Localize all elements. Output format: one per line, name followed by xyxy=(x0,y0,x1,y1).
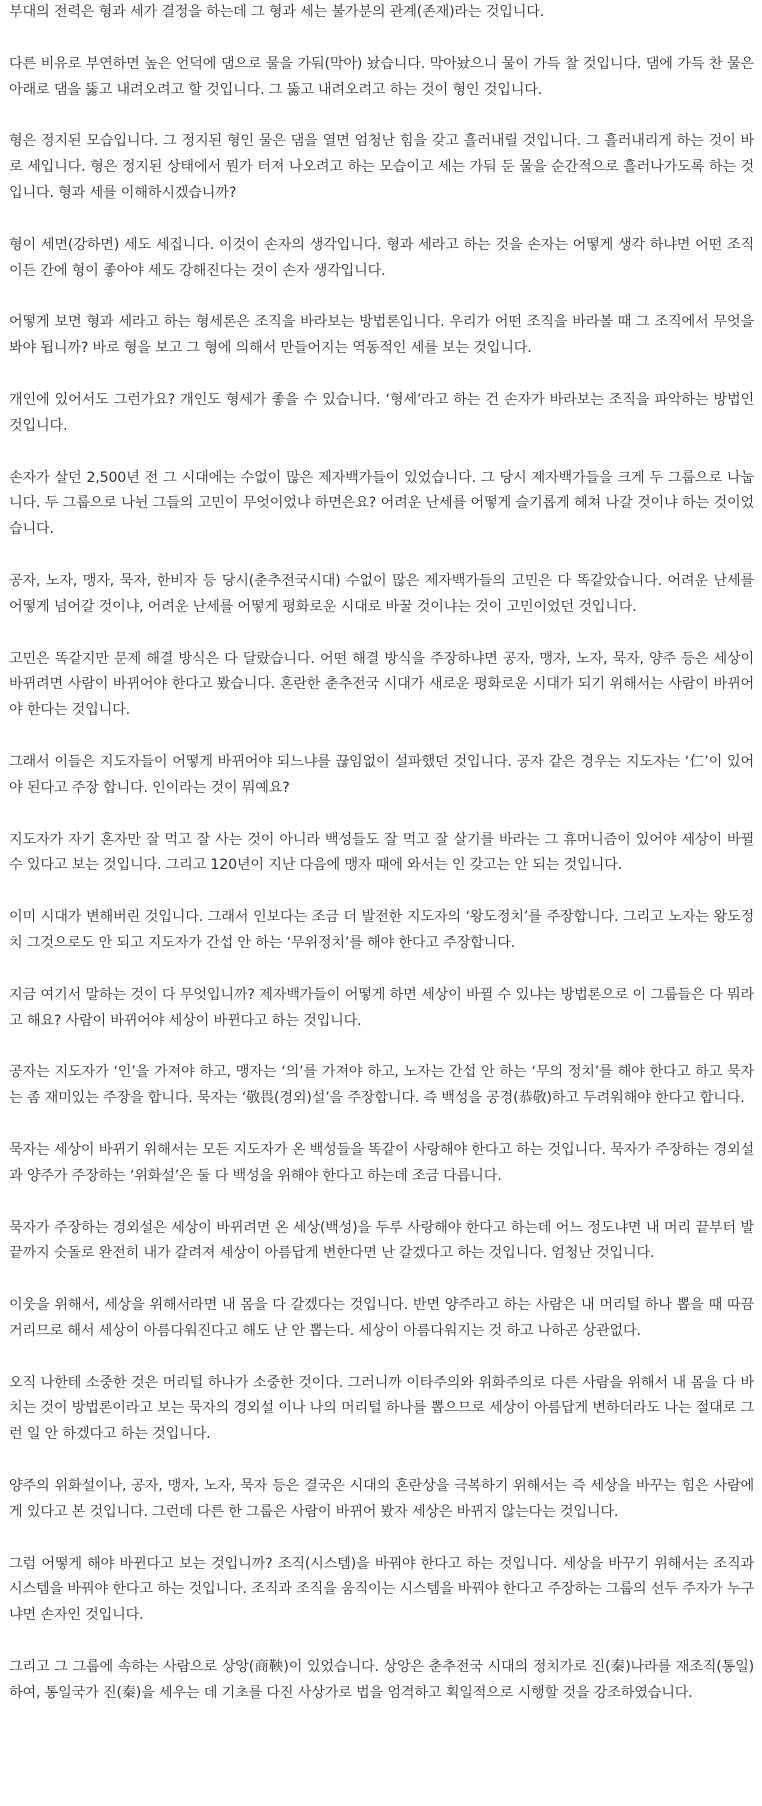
paragraph: 공자, 노자, 맹자, 묵자, 한비자 등 당시(춘추전국시대) 수없이 많은 제자백가들의 고민은 다 똑같았습니다. 어려운 난세를 어떻게 넘어갈 것이냐, 어려운 난세를 어떻게 평화로운 시대로 바꿀 것이냐는 것이 고민이었던 것입니다. xyxy=(9,572,754,615)
paragraph: 그럼 어떻게 해야 바뀐다고 보는 것입니까? 조직(시스템)을 바꿔야 한다고 하는 것입니다. 세상을 바꾸기 위해서는 조직과 시스템을 바꿔야 한다고 하는 것입니다. 조직과 조직을 움직이는 시스템을 바꿔야 한다고 주장하는 그룹의 선두 주자가 누구냐면 손자인 것입니다. xyxy=(9,1555,754,1624)
paragraph: 이미 시대가 변해버린 것입니다. 그래서 인보다는 조금 더 발전한 지도자의 ‘왕도정치’를 주장합니다. 그리고 노자는 왕도정치 그것으로도 안 되고 지도자가 간섭 안 하는 ‘무위정치’를 해야 한다고 주장합니다. xyxy=(9,909,754,951)
paragraph: 지금 여기서 말하는 것이 다 무엇입니까? 제자백가들이 어떻게 하면 세상이 바뀔 수 있냐는 방법론으로 이 그룹들은 다 뭐라고 해요? 사람이 바뀌어야 세상이 바뀐다고 하는 것입니다. xyxy=(9,986,754,1029)
paragraph: 그래서 이들은 지도자들이 어떻게 바뀌어야 되느냐를 끊임없이 설파했던 것입니다. 공자 같은 경우는 지도자는 ‘仁’이 있어야 된다고 주장 합니다. 인이라는 것이 뭐예요? xyxy=(9,753,754,796)
paragraph: 묵자는 세상이 바뀌기 위해서는 모든 지도자가 온 백성들을 똑같이 사랑해야 한다고 하는 것입니다. 묵자가 주장하는 경외설과 양주가 주장하는 ‘위화설’은 둘 다 백성을 위해야 한다고 하는데 조금 다릅니다. xyxy=(9,1141,754,1184)
paragraph: 형이 세면(강하면) 세도 세집니다. 이것이 손자의 생각입니다. 형과 세라고 하는 것을 손자는 어떻게 생각 하냐면 어떤 조직이든 간에 형이 좋아야 세도 강해진다는 것이 손자 생각입니다. xyxy=(9,236,754,279)
paragraph: 형은 정지된 모습입니다. 그 정지된 형인 물은 댐을 열면 엄청난 힘을 갖고 흘러내릴 것입니다. 그 흘러내리게 하는 것이 바로 세입니다. 형은 정지된 상태에서 뭔가 터져 나오려고 하는 모습이고 세는 가둬 둔 물을 순간적으로 흘러나가도록 하는 것입니다. 형과 세를 이해하시겠습니까? xyxy=(9,133,754,201)
paragraph: 공자는 지도자가 ‘인’을 가져야 하고, 맹자는 ‘의’를 가져야 하고, 노자는 간섭 안 하는 ‘무의 정치’를 해야 한다고 하고 묵자는 좀 재미있는 주장을 합니다. 묵자는 ‘敬畏(경외)설’을 주장합니다. 즉 백성을 공경(恭敬)하고 두려워해야 한다고 합니다. xyxy=(9,1064,754,1107)
paragraph: 양주의 위화설이나, 공자, 맹자, 노자, 묵자 등은 결국은 시대의 혼란상을 극복하기 위해서는 즉 세상을 바꾸는 힘은 사람에게 있다고 본 것입니다. 그런데 다른 한 그룹은 사람이 바뀌어 봤자 세상은 바뀌지 않는다는 것입니다. xyxy=(9,1478,754,1520)
paragraph: 어떻게 보면 형과 세라고 하는 형세론은 조직을 바라보는 방법론입니다. 우리가 어떤 조직을 바라볼 때 그 조직에서 무엇을 봐야 됩니까? 바로 형을 보고 그 형에 의해서 만들어지는 역동적인 세를 보는 것입니다. xyxy=(9,314,754,357)
paragraph: 오직 나한테 소중한 것은 머리털 하나가 소중한 것이다. 그러니까 이타주의와 위화주의로 다른 사람을 위해서 내 몸을 다 바치는 것이 방법론이라고 보는 묵자의 경외설 이나 나의 머리털 하나를 뽑으므로 세상이 아름답게 변하더라도 나는 절대로 그런 일 안 하겠다고 하는 것입니다. xyxy=(9,1374,754,1443)
paragraph: 이웃을 위해서, 세상을 위해서라면 내 몸을 다 갈겠다는 것입니다. 반면 양주라고 하는 사람은 내 머리털 하나 뽑을 때 따끔거리므로 해서 세상이 아름다워진다고 해도 난 안 뽑는다. 세상이 아름다워지는 것 하고 나하곤 상관없다. xyxy=(9,1297,754,1339)
paragraph: 다른 비유로 부연하면 높은 언덕에 댐으로 물을 가둬(막아) 놨습니다. 막아놨으니 물이 가득 찰 것입니다. 댐에 가득 찬 물은 아래로 댐을 뚫고 내려오려고 할 것입니다. 그 뚫고 내려오려고 하는 것이 형인 것입니다. xyxy=(9,55,754,98)
paragraph: 지도자가 자기 혼자만 잘 먹고 잘 사는 것이 아니라 백성들도 잘 먹고 잘 살기를 바라는 그 휴머니즘이 있어야 세상이 바뀔 수 있다고 보는 것입니다. 그리고 120년이 지난 다음에 맹자 때에 와서는 인 갖고는 안 되는 것입니다. xyxy=(9,831,754,874)
paragraph: 손자가 살던 2,500년 전 그 시대에는 수없이 많은 제자백가들이 있었습니다. 그 당시 제자백가들을 크게 두 그룹으로 나눕니다. 두 그룹으로 나뉜 그들의 고민이 무엇이었냐 하면은요? 어려운 난세를 어떻게 슬기롭게 헤쳐 나갈 것이냐 하는 것이었습니다. xyxy=(9,469,754,538)
paragraph: 묵자가 주장하는 경외설은 세상이 바뀌려면 온 세상(백성)을 두루 사랑해야 한다고 하는데 어느 정도냐면 내 머리 끝부터 발끝까지 숫돌로 완전히 내가 갈려져 세상이 아름답게 변한다면 난 갈겠다고 하는 것입니다. 엄청난 것입니다. xyxy=(9,1219,754,1262)
paragraph: 고민은 똑같지만 문제 해결 방식은 다 달랐습니다. 어떤 해결 방식을 주장하냐면 공자, 맹자, 노자, 묵자, 양주 등은 세상이 바뀌려면 사람이 바뀌어야 한다고 봤습니다. 혼란한 춘추전국 시대가 새로운 평화로운 시대가 되기 위해서는 사람이 바뀌어야 한다는 것입니다. xyxy=(9,650,754,719)
paragraph: 그리고 그 그룹에 속하는 사람으로 상앙(商鞅)이 있었습니다. 상앙은 춘추전국 시대의 정치가로 진(秦)나라를 재조직(통일)하여, 통일국가 진(秦)을 세우는 데 기초를 다진 사상가로 법을 엄격하고 획일적으로 시행할 것을 강조하였습니다. xyxy=(9,1659,754,1701)
paragraph: 개인에 있어서도 그런가요? 개인도 형세가 좋을 수 있습니다. ‘형세’라고 하는 건 손자가 바라보는 조직을 파악하는 방법인 것입니다. xyxy=(9,391,754,434)
paragraph: 부대의 전력은 형과 세가 결정을 하는데 그 형과 세는 불가분의 관계(존재)라는 것입니다. xyxy=(9,4,545,20)
